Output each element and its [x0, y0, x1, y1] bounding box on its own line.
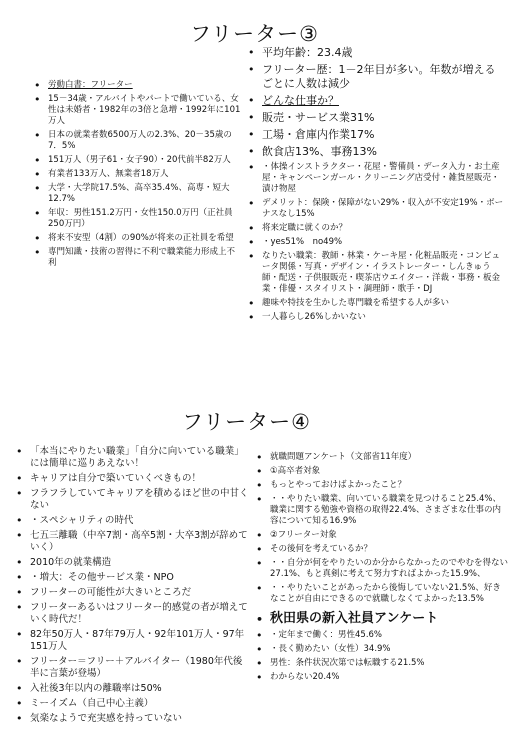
list-item: • 平均年齢：23.4歳	[244, 46, 506, 60]
list-item: • 年収：男性151.2万円・女性150.0万円（正社員250万円）	[30, 208, 242, 230]
list-item: • フリーター＝フリー＋アルバイター（1980年代後半に言葉が登場）	[12, 656, 250, 680]
list-item: • 82年50万人・87年79万人・92年101万人・97年151万人	[12, 629, 250, 653]
list-item: • 将来定職に就くのか？	[244, 223, 506, 234]
list-item: • ・yes51% no49%	[244, 237, 506, 248]
survey-title: • 秋田県の新入社員アンケート	[252, 611, 508, 627]
list-item: • 入社後3年以内の離職率は50%	[12, 683, 250, 695]
slide4-left-column	[12, 446, 250, 728]
list-item: • キャリアは自分で築いていくべきもの！	[12, 473, 250, 485]
slide3-left-column	[30, 80, 242, 272]
list-item: • 七五三離職（中卒7割・高卒5割・大卒3割が辞めていく）	[12, 530, 250, 554]
list-item: • 工場・倉庫内作業17%	[244, 128, 506, 142]
list-item: • なりたい職業：教師・林業・ケーキ屋・化粧品販売・コンピュータ関係・写真・デザイン・イラストレーター・しんきゅう師・配送・子供服販売・喫茶店ウエイター・洋裁・事務・板金業・俳優・スタイリスト・調理師・歌手・DJ	[244, 251, 506, 295]
list-item: • フラフラしていてキャリアを積めるほど世の中甘くない	[12, 488, 250, 512]
list-item: • 日本の就業者数6500万人の2.3%、20－35歳の7．5%	[30, 130, 242, 152]
list-item: • フリーターの可能性が大きいところだ	[12, 587, 250, 599]
list-item: • 一人暮らし26%しかいない	[244, 312, 506, 323]
list-item: • ・体操インストラクター・花屋・警備員・データ入力・お土産屋・キャンペーンガール・クリーニング店受付・雑貨屋販売・漬け物屋	[244, 162, 506, 195]
list-item: • 趣味や特技を生かした専門職を希望する人が多い	[244, 298, 506, 309]
list-item: • ・増大：その他サービス業・NPO	[12, 572, 250, 584]
list-item: • ・・やりたい職業、向いている職業を見つけること25.4%、職業に関する勉強や資格の取得22.4%、さまざまな仕事の内容について知る16.9%	[252, 494, 508, 527]
list-item: • その後何を考えているか？	[252, 544, 508, 555]
list-item: • わからない20.4%	[252, 672, 508, 683]
list-item: • フリーター歴：1－2年目が多い。年数が増えるごとに人数は減少	[244, 63, 506, 91]
list-item: • デメリット：保険・保障がない29%・収入が不安定19%・ボーナスなし15%	[244, 198, 506, 220]
list-item: • 151万人（男子61・女子90）・20代前半82万人	[30, 155, 242, 166]
list-item: • ・スペシャリティの時代	[12, 515, 250, 527]
list-item: • ・・自分が何をやりたいのか分からなかったのでやむを得ない27.1%、もと真剣に考えて努力すればよかった15.9%、	[252, 558, 508, 580]
list-item: • 気楽なようで充実感を持っていない	[12, 713, 250, 725]
list-item: • もっとやっておけばよかったこと？	[252, 480, 508, 491]
list-item: • 15－34歳・アルバイトやパートで働いている、女性は未婚者・1982年の3倍と急増・1992年に101万人	[30, 94, 242, 127]
list-item: • 有業者133万人、無業者18万人	[30, 169, 242, 180]
list-item: • 飲食店13%、事務13%	[244, 145, 506, 159]
slide3-right-column	[244, 46, 506, 326]
list-item: • 販売・サービス業31%	[244, 111, 506, 125]
list-item: • ②フリーター対象	[252, 530, 508, 541]
list-item: • 専門知識・技術の習得に不利で職業能力形成上不利	[30, 247, 242, 269]
list-item: • 「本当にやりたい職業」「自分に向いている職業」には簡単に巡りあえない！	[12, 446, 250, 470]
list-item: • 就職問題アンケート（文部省11年度）	[252, 452, 508, 463]
list-item: • ・定年まで働く：男性45.6%	[252, 630, 508, 641]
list-item: • 大学・大学院17.5%、高卒35.4%、高専・短大12.7%	[30, 183, 242, 205]
list-item: • ミーイズム（自己中心主義）	[12, 698, 250, 710]
list-item: • ①高卒者対象	[252, 466, 508, 477]
list-item: • フリーターあるいはフリーター的感覚の者が増えていく時代だ！	[12, 602, 250, 626]
slide4-title: フリーター④	[182, 410, 311, 434]
list-item: • 将来不安型（4割）の90%が将来の正社員を希望	[30, 233, 242, 244]
slide3-title: フリーター③	[190, 22, 319, 46]
list-item: • どんな仕事か？	[244, 94, 506, 108]
list-item: • ・・やりたいことがあったから後悔していない21.5%、好きなことが自由にできるので就職しなくてよかった13.5%	[252, 583, 508, 605]
slide4-right-column	[252, 452, 508, 686]
list-item: • ・長く勤めたい（女性）34.9%	[252, 644, 508, 655]
list-item: • 2010年の就業構造	[12, 557, 250, 569]
list-item: • 男性：条件状況次第では転職する21.5%	[252, 658, 508, 669]
list-item: • 労動白書：フリーター	[30, 80, 242, 91]
